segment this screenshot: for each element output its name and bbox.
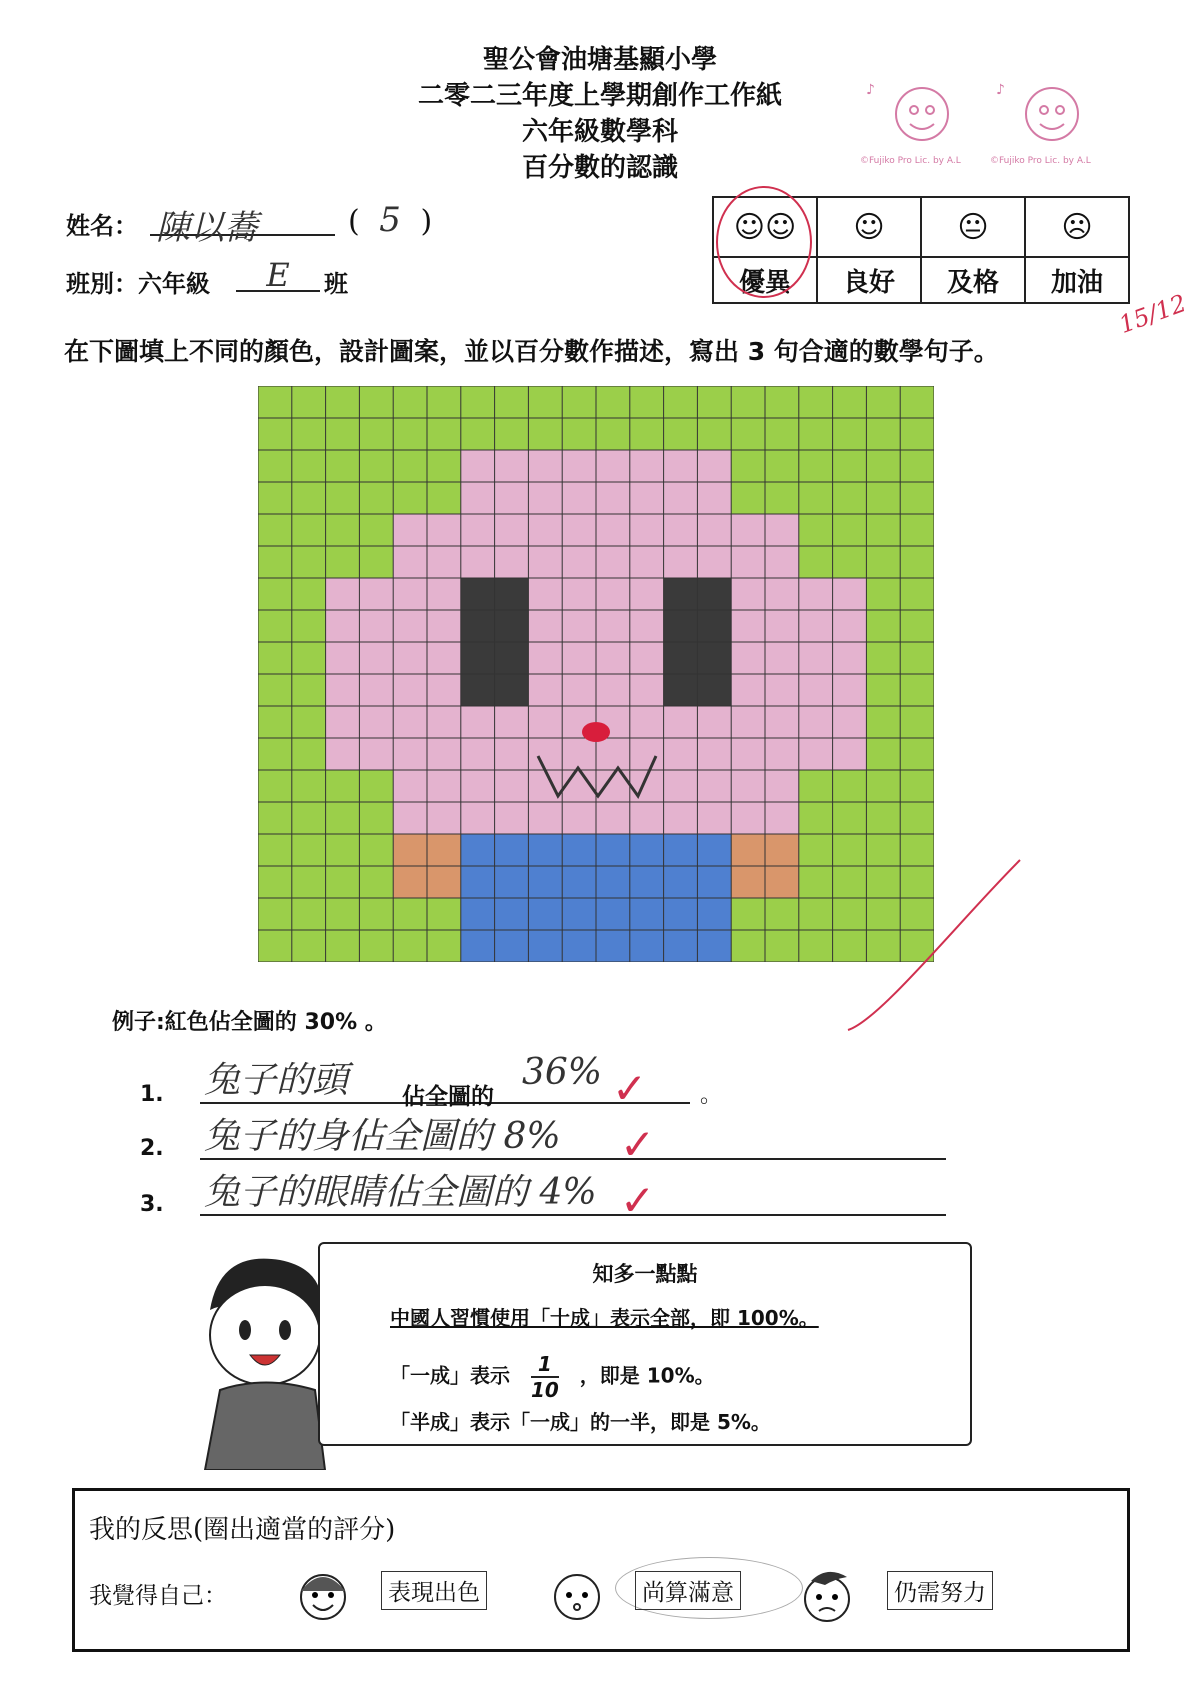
class-field[interactable] (236, 256, 320, 292)
good-face-icon: ☺ (817, 197, 921, 257)
stamp-caption: ©Fujiko Pro Lic. by A.L (990, 156, 1091, 166)
tip-title: 知多一點點 (592, 1262, 698, 1286)
reflection-box (72, 1488, 1130, 1652)
fraction: $\frac{1}{10}$ (530, 1352, 559, 1402)
pass-face-icon: 😐 (921, 197, 1025, 257)
doraemon-stamp (860, 72, 980, 172)
calm-kid-icon (545, 1563, 609, 1627)
instruction-text: 在下圖填上不同的顏色，設計圖案，並以百分數作描述，寫出 3 句合適的數學句子。 (64, 337, 999, 366)
tick-icon: ✓ (620, 1120, 656, 1169)
rating-try-harder[interactable]: 加油 (1025, 257, 1129, 303)
name-field[interactable] (150, 200, 335, 248)
sentence-1-printed: 佔全圖的 (402, 1084, 494, 1110)
rating-pass[interactable]: 及格 (921, 257, 1025, 303)
rabbit-pixel-drawing (258, 386, 934, 962)
stamp-caption: ©Fujiko Pro Lic. by A.L (860, 156, 961, 166)
sentence-number: 1. (140, 1082, 164, 1107)
sentence-number: 2. (140, 1136, 164, 1161)
sentence-2-handwritten: 兔子的身佔全圖的 8% (204, 1116, 561, 1157)
example-sentence: 例子:紅色佔全圖的 30% 。 (112, 1010, 387, 1035)
teacher-score: 15/12 (1115, 289, 1190, 339)
reflection-title: 我的反思(圈出適當的評分) (89, 1515, 396, 1545)
pixel-art-grid (258, 386, 934, 962)
class-label: 班別：六年級 (66, 270, 210, 298)
tip-line-1: 中國人習慣使用「十成」表示全部，即 100%。 (390, 1306, 819, 1330)
tick-icon: ✓ (612, 1064, 648, 1113)
option-needs-improvement[interactable]: 仍需努力 (887, 1571, 993, 1610)
tick-icon: ✓ (620, 1176, 656, 1225)
excellent-face-icon: ☺☺ (713, 197, 817, 257)
topic-title: 百分數的認識 (521, 153, 678, 183)
svg-text:♪: ♪ (866, 82, 875, 98)
tip-scroll-box (318, 1242, 972, 1446)
doraemon-stamp (990, 72, 1110, 172)
tip-line-2: 「一成」表示 $\frac{1}{10}$ ，即是 10%。 (390, 1352, 715, 1402)
worried-kid-icon (795, 1563, 859, 1627)
happy-kid-icon (291, 1563, 355, 1627)
try-harder-face-icon: ☹ (1025, 197, 1129, 257)
svg-text:♪: ♪ (996, 82, 1005, 98)
sentence-3-handwritten: 兔子的眼睛佔全圖的 4% (204, 1172, 597, 1213)
sentence-1-answer: 36% (522, 1052, 603, 1093)
class-value: E (266, 256, 290, 294)
sentence-1-end: 。 (700, 1083, 723, 1108)
option-satisfactory[interactable]: 尚算滿意 (635, 1571, 741, 1610)
name-label: 姓名： (66, 212, 138, 240)
sentence-number: 3. (140, 1192, 164, 1217)
reflection-prompt: 我覺得自己： (89, 1583, 227, 1609)
teacher-circle-mark (716, 186, 812, 298)
school-name: 聖公會油塘基顯小學 (482, 45, 717, 75)
tip-line-3: 「半成」表示「一成」的一半，即是 5%。 (390, 1410, 771, 1434)
worksheet-header (300, 42, 900, 186)
rabbit-nose (582, 722, 610, 742)
class-suffix: 班 (324, 270, 348, 298)
option-excellent[interactable]: 表現出色 (381, 1571, 487, 1610)
sentence-1-handwritten: 兔子的頭 (204, 1060, 349, 1101)
rating-good[interactable]: 良好 (817, 257, 921, 303)
subject-title: 六年級數學科 (521, 117, 678, 147)
term-title: 二零二三年度上學期創作工作紙 (417, 81, 782, 111)
student-name: 陳以蕎 (156, 208, 258, 248)
rating-excellent[interactable]: 優異 (713, 257, 817, 303)
teacher-tick-mark (840, 840, 1030, 1040)
student-number: ( 5 ) (348, 200, 433, 240)
